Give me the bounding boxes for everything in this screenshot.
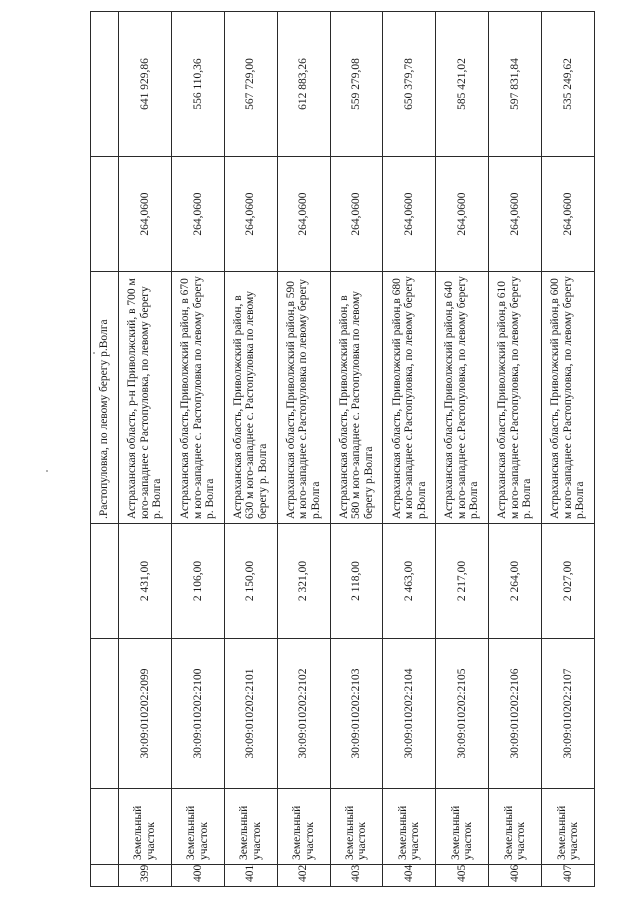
object-kind: Земельный участок [277,789,330,865]
object-kind: Земельный участок [383,789,436,865]
specific-value: 264,0600 [277,157,330,272]
table-row [542,12,595,887]
plot-area: 2 431,00 [119,524,172,639]
object-kind: Земельный участок [224,789,277,865]
row-number: 406 [489,865,542,887]
cadastral-value: 535 249,62 [542,12,595,157]
specific-value: 264,0600 [171,157,224,272]
object-kind: Земельный участок [542,789,595,865]
cadastral-number: 30:09:010202:2099 [119,639,172,789]
cadastral-value: 641 929,86 [119,12,172,157]
cadastral-value: 559 279,08 [330,12,383,157]
cell-empty [91,524,119,639]
specific-value: 264,0600 [330,157,383,272]
table-row [171,12,224,887]
plot-location: Астраханская область, Приволжский район, в 630 м юго-западнее с. Растопуловка по левому берегу р. Волга [224,272,277,524]
plot-area: 2 321,00 [277,524,330,639]
plot-location: Астраханская область, Приволжский район,в 600 м юго-западнее с.Растопуловка, по левому берегу р.Волга [542,272,595,524]
cadastral-value: 597 831,84 [489,12,542,157]
plot-area: 2 118,00 [330,524,383,639]
plot-location: Астраханская область, р-н Приволжский, в 700 м юго-западнее с Растопуловка, по левому берегу р. Волга [119,272,172,524]
plot-location: Астраханская область,Приволжский район,в 640 м юго-западнее с.Растопуловка, по левому берегу р.Волга [436,272,489,524]
row-number: 401 [224,865,277,887]
plot-area: 2 027,00 [542,524,595,639]
plot-location: Астраханская область,Приволжский район, в 670 м юго-западнее с. Растопуловка по левому берегу р. Волга [171,272,224,524]
cadastral-value: 612 883,26 [277,12,330,157]
plot-area: 2 264,00 [489,524,542,639]
row-number: 405 [436,865,489,887]
plot-area: 2 150,00 [224,524,277,639]
cadastral-number: 30:09:010202:2101 [224,639,277,789]
cadastral-number: 30:09:010202:2106 [489,639,542,789]
continuation-location: .Растопуловка, по левому берегу р.Волга [91,272,119,524]
plot-area: 2 106,00 [171,524,224,639]
cadastral-number: 30:09:010202:2107 [542,639,595,789]
table-row [383,12,436,887]
specific-value: 264,0600 [436,157,489,272]
table-row [489,12,542,887]
cadastral-number: 30:09:010202:2104 [383,639,436,789]
plot-location: Астраханская область,Приволжский район,в 610 м юго-западнее с.Растопуловка, по левому берегу р. Волга [489,272,542,524]
object-kind: Земельный участок [330,789,383,865]
plot-location: Астраханская область, Приволжский район,в 680 м юго-западнее с.Растопуловка, по левому берегу р.Волга [383,272,436,524]
specific-value: 264,0600 [489,157,542,272]
object-kind: Земельный участок [489,789,542,865]
cadastral-number: 30:09:010202:2105 [436,639,489,789]
object-kind: Земельный участок [171,789,224,865]
cadastral-number: 30:09:010202:2103 [330,639,383,789]
plot-location: Астраханская область,Приволжский район,в 590 м юго-западнее с.Растопуловка по левому берегу р.Волга [277,272,330,524]
table-row [224,12,277,887]
cell-empty [91,12,119,157]
table-row [119,12,172,887]
row-number: 402 [277,865,330,887]
register-sheet [90,12,595,887]
cadastral-number: 30:09:010202:2102 [277,639,330,789]
row-number: 399 [119,865,172,887]
specific-value: 264,0600 [119,157,172,272]
plot-area: 2 217,00 [436,524,489,639]
cell-empty [91,157,119,272]
continuation-row [91,12,119,887]
specific-value: 264,0600 [224,157,277,272]
row-number: 400 [171,865,224,887]
cadastral-value: 585 421,02 [436,12,489,157]
scan-speck [46,470,48,472]
cell-empty [91,865,119,887]
cadastral-value: 556 110,36 [171,12,224,157]
cadastral-number: 30:09:010202:2100 [171,639,224,789]
object-kind: Земельный участок [119,789,172,865]
row-number: 407 [542,865,595,887]
table-row [330,12,383,887]
plot-area: 2 463,00 [383,524,436,639]
specific-value: 264,0600 [383,157,436,272]
row-number: 403 [330,865,383,887]
specific-value: 264,0600 [542,157,595,272]
table-row [277,12,330,887]
cell-empty [91,639,119,789]
cell-empty [91,789,119,865]
table-row [436,12,489,887]
land-plot-register-table [90,11,595,887]
rotated-page [90,12,595,887]
plot-location: Астраханская область, Приволжский район, в 580 м юго-западнее с. Растопуловка по левому берегу р.Волга [330,272,383,524]
row-number: 404 [383,865,436,887]
cadastral-value: 650 379,78 [383,12,436,157]
object-kind: Земельный участок [436,789,489,865]
cadastral-value: 567 729,00 [224,12,277,157]
